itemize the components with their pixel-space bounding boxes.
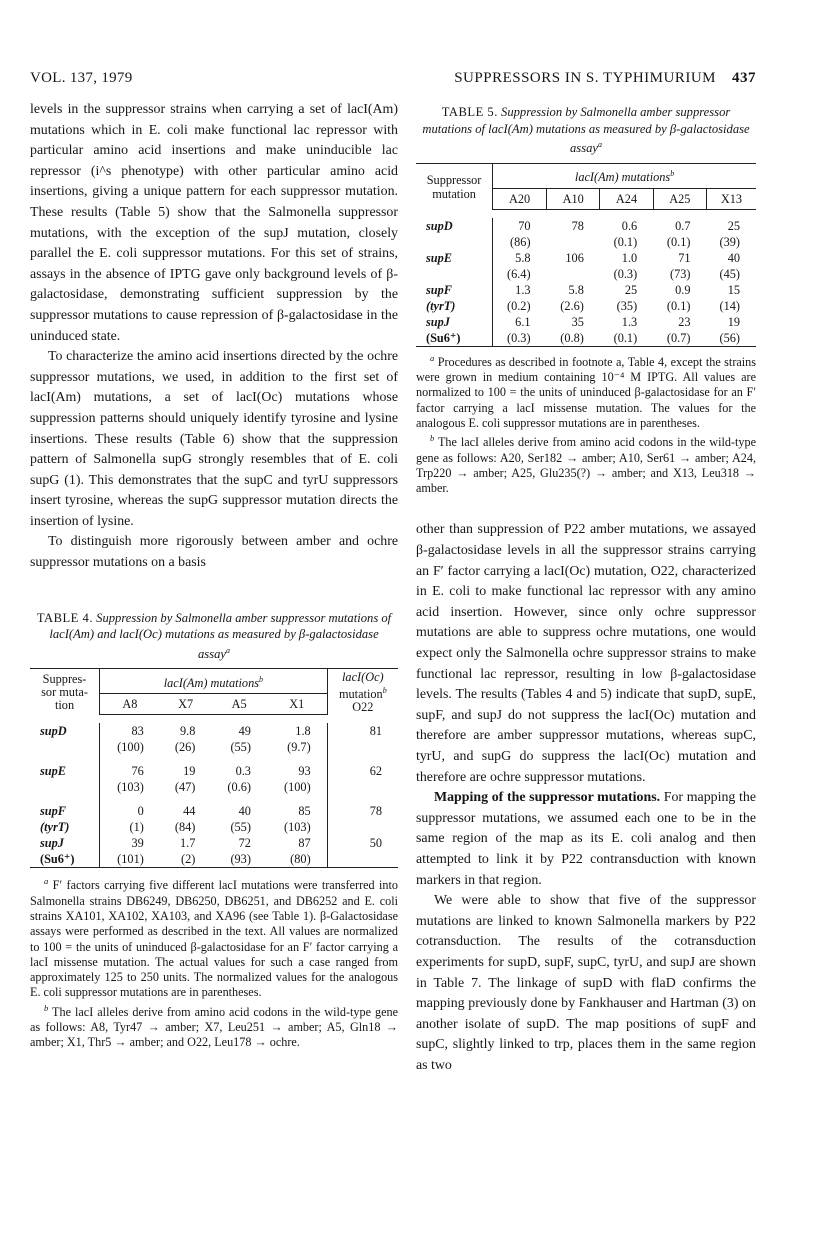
table-4-caption [32, 610, 396, 663]
table-cell: 1.0 [621, 250, 638, 265]
table-cell: (14) [719, 298, 740, 313]
table-5-row-label: supF [416, 282, 493, 298]
right-paragraph-2-text: For mapping the suppressor mutations, we assumed each one to be in the same region of the map as its E. coli analog and then attempted to link it by P22 contransduction with known markers in that region. [416, 790, 756, 888]
table-cell: (2) [160, 851, 212, 868]
table-cell: (9.7) [287, 740, 311, 755]
table-5 [416, 100, 756, 496]
table-4-stub-head-line: sor muta- [41, 684, 88, 699]
table-cell: 87 [298, 836, 311, 851]
footnote-mark: a [44, 876, 49, 887]
table-cell: (103) [117, 780, 144, 795]
table-cell: 78 [327, 803, 398, 819]
table-cell: 62 [327, 763, 398, 779]
table-cell: 25 [624, 282, 638, 297]
right-paragraph-2 [416, 788, 756, 891]
table-row [30, 803, 398, 819]
table-4-row-label: supE [30, 763, 100, 779]
table-cell: (101) [100, 851, 160, 868]
table-5-row-label-2 [416, 266, 493, 282]
table-cell: 1.8 [295, 724, 311, 739]
left-paragraph-3: To distinguish more rigorously between amber and ochre suppressor mutations on a basis [30, 534, 398, 571]
table-4-col-head: A5 [211, 694, 267, 715]
table-cell: (73) [669, 266, 691, 281]
table-4-row-label-2: (Su6⁺) [30, 851, 100, 868]
table-5-row-label-2: (tyrT) [416, 298, 493, 314]
running-title-text: SUPPRESSORS IN S. TYPHIMURIUM [454, 70, 716, 86]
table-4-group-head [100, 669, 328, 694]
table-4-stub-head-line: Suppres- [42, 671, 87, 686]
table-5-col-head: A20 [493, 188, 547, 209]
table-cell: 0.7 [675, 218, 691, 233]
table-row [30, 779, 398, 795]
table-cell: 6.1 [515, 314, 531, 329]
table-row [416, 298, 756, 314]
table-5-row-label: supD [416, 218, 493, 234]
table-cell: 40 [727, 250, 740, 265]
section-title: Mapping of the suppressor mutations. [434, 790, 661, 806]
left-paragraph-2: To characterize the amino acid insertions directed by the ochre suppressor mutations, we used, in addition to the first set of lacI(Am) mutations, a set of lacI(Oc) mutations whose suppression patterns should uniquely identify tyrosine and lysine insertions. These results (Table 6) show that the suppression pattern of Salmonella supG strongly resembles that of E. coli supG (1). This demonstrates that the supC and tyrU suppressors insert tyrosine, whereas the supG suppressor mutation directs the insertion of lysine. [30, 349, 398, 529]
table-4-grid [30, 668, 398, 868]
table-cell: (0.1) [600, 330, 653, 347]
table-5-caption [418, 104, 754, 157]
table-5-col-head: A24 [600, 188, 653, 209]
table-cell: (45) [719, 266, 740, 281]
table-4-col-head: A8 [100, 694, 160, 715]
running-title [454, 70, 756, 87]
table-cell: 49 [238, 724, 251, 739]
table-5-row-label-2: (Su6⁺) [416, 330, 493, 347]
table-5-number: TABLE 5. [441, 105, 498, 119]
table-cell: 19 [183, 764, 196, 779]
table-cell: (100) [284, 780, 311, 795]
table-4-caption-text: Suppression by Salmonella amber suppressor mutations of lacI(Am) and lacI(Oc) mutations as measured by β-galactosidase assay [49, 610, 392, 661]
table-row [30, 723, 398, 739]
table-cell: 71 [678, 250, 691, 265]
page-number: 437 [732, 70, 756, 86]
table-4-col-head: X7 [160, 694, 212, 715]
table-cell: 78 [571, 218, 584, 233]
table-cell: (0.1) [613, 234, 638, 249]
table-5-group-mark: b [670, 169, 675, 179]
table-4 [30, 610, 398, 1051]
table-4-footnote-b [30, 1001, 398, 1051]
footnote-mark: a [430, 352, 435, 363]
right-paragraph-3: We were able to show that five of the suppressor mutations are linked to known Salmonella markers by P22 cotransduction. The results of the cotransduction experiments for supD, supF, supC, tyrU, and supJ are shown in Table 7. The linkage of supD with flaD confirms the mapping previously done by Fankhauser and Hartman (3) on another isolate of supD. The map positions of supF and supC, slightly linked to trp, places them in the same region as two [416, 893, 756, 1073]
table-cell: (0.1) [666, 234, 691, 249]
table-row [416, 282, 756, 298]
table-4-oc-head-line: mutation [338, 686, 383, 701]
table-4-group-head-text: lacI(Am) mutations [163, 675, 260, 690]
table-row [30, 835, 398, 851]
table-cell: (6.4) [506, 266, 531, 281]
table-cell: 23 [678, 314, 691, 329]
table-5-col-head: A25 [653, 188, 706, 209]
running-header [30, 70, 756, 92]
table-cell: 0.3 [235, 764, 251, 779]
table-cell: 76 [131, 764, 144, 779]
table-cell: 0.6 [621, 218, 638, 233]
table-row [30, 763, 398, 779]
table-4-row-label-2: (tyrT) [30, 819, 100, 835]
table-cell: 25 [727, 218, 740, 233]
table-4-row-label: supD [30, 723, 100, 739]
table-cell: (0.3) [493, 330, 547, 347]
table-cell: (26) [174, 740, 196, 755]
table-cell: 72 [238, 836, 251, 851]
table-cell: 50 [327, 835, 398, 851]
table-4-row-label: supF [30, 803, 100, 819]
table-4-stub-head [30, 669, 100, 716]
table-cell: 1.3 [515, 282, 531, 297]
table-cell: (0.1) [666, 298, 691, 313]
table-cell: 1.3 [621, 314, 638, 329]
table-4-oc-mark: b [382, 685, 387, 695]
table-cell: 44 [183, 804, 196, 819]
table-cell: (0.6) [227, 780, 251, 795]
table-4-group-mark: b [259, 674, 264, 684]
table-5-group-head-text: lacI(Am) mutations [574, 170, 671, 185]
table-cell: (0.8) [547, 330, 600, 347]
table-cell: (56) [706, 330, 756, 347]
right-paragraph-1: other than suppression of P22 amber mutations, we assayed β-galactosidase levels in all the suppressor strains carrying an F′ factor carrying a lacI(Oc) mutation, O22, characterized in E. coli to make functional lac repressor with any amino acid insertion. However, since only ochre suppressor mutations are able to suppress ochre mutations, one would expect only the Salmonella ochre suppressor strains to make functional lac repressor, resulting in low β-galactosidase levels. The results (Tables 4 and 5) indicate that supD, supE, supF, and supJ do not suppress the lacI(Oc) mutation and therefore are amber suppressor mutations, whereas supC, tyrU, and supG do suppress the lacI(Oc) mutation and therefore are ochre suppressor mutations. [416, 522, 756, 785]
table-5-footnote-b [416, 431, 756, 496]
table-5-stub-head [416, 163, 493, 210]
table-4-stub-head-line: tion [54, 697, 75, 712]
table-4-row-label: supJ [30, 835, 100, 851]
volume-label: VOL. 137, 1979 [30, 70, 133, 86]
table-cell: 39 [131, 836, 144, 851]
table-cell: 5.8 [515, 250, 531, 265]
table-cell: 1.7 [180, 836, 196, 851]
table-cell [547, 266, 600, 282]
table-cell: (0.2) [506, 298, 531, 313]
table-cell: 93 [298, 764, 311, 779]
table-5-row-label: supJ [416, 314, 493, 330]
table-cell: (1) [129, 820, 144, 835]
table-4-oc-head-line: lacI(Oc) [342, 669, 384, 684]
table-cell: 0.9 [675, 282, 691, 297]
table-cell: (47) [174, 780, 196, 795]
table-cell: 40 [238, 804, 251, 819]
table-row [30, 739, 398, 755]
table-cell: 81 [327, 723, 398, 739]
table-cell: (103) [284, 820, 311, 835]
table-cell: (55) [230, 820, 251, 835]
table-5-caption-text: Suppression by Salmonella amber suppressor mutations of lacI(Am) mutations as measured by β-galactosidase assay [422, 105, 750, 156]
footnote-mark: b [430, 433, 435, 444]
table-4-row-label-2 [30, 779, 100, 795]
table-cell: 70 [518, 218, 531, 233]
table-5-stub-head-line: Suppressor [426, 172, 482, 187]
table-cell: 15 [727, 282, 740, 297]
table-5-caption-mark: a [598, 140, 602, 149]
table-cell: (86) [510, 234, 531, 249]
table-4-oc-head [327, 669, 398, 716]
table-5-stub-head-line: mutation [432, 186, 476, 201]
table-4-number: TABLE 4. [36, 610, 93, 625]
table-row [416, 218, 756, 234]
table-cell: 83 [131, 724, 144, 739]
table-5-col-head: X13 [706, 188, 756, 209]
table-row [416, 266, 756, 282]
table-cell: (84) [174, 820, 196, 835]
table-cell: 35 [571, 314, 584, 329]
table-5-row-label-2 [416, 234, 493, 250]
table-4-footnote-a [30, 874, 398, 1000]
left-paragraph-1: levels in the suppressor strains when carrying a set of lacI(Am) mutations which in E. coli make functional lac repressor with particular amino acid insertions and make uninducible lac repressor (i^s phenotype) with other particular amino acid insertions, giving a unique pattern for each suppressor mutation. These results (Table 5) show that the Salmonella suppressor mutations, with the exception of the supJ mutation, closely parallel the E. coli suppressor mutations. For this set of strains, assays in the absence of IPTG gave only background levels of β-galactosidase, demonstrating sufficient suppression by the suppressor mutations to cause repression of β-galactosidase in the uninduced state. [30, 102, 398, 344]
table-4-col-head: X1 [267, 694, 327, 715]
table-5-grid [416, 163, 756, 347]
table-5-footnote-a [416, 351, 756, 432]
table-row [30, 851, 398, 868]
table-cell: (93) [211, 851, 267, 868]
table-cell: 19 [727, 314, 740, 329]
table-cell: (0.3) [613, 266, 638, 281]
table-4-caption-mark: a [226, 645, 230, 655]
table-4-footnote-a-text: F′ factors carrying five different lacI mutations were transferred into Salmonella strains DB6249, DB6250, DB6251, and DB6252 and E. coli strains XA101, XA102, XA103, and XA96 (see Table 1). β-Galactosidase assays were performed as described in the text. All values are normalized to 100 = the units of uninduced β-galactosidase for an F′ factor carrying a lacI missense mutation. The actual values for such a case ranged from approximately 125 to 250 units. The normalized values for the analogous E. coli suppressor mutations are in parentheses. [30, 878, 399, 1000]
table-5-group-head [493, 163, 756, 188]
table-cell: (0.7) [653, 330, 706, 347]
table-cell [547, 234, 600, 250]
table-row [416, 250, 756, 266]
table-4-footnote-b-text: The lacI alleles derive from amino acid codons in the wild-type gene as follows: A8, Tyr47 → amber; X7, Leu251 → amber; A5, Gln18 → amber; X1, Thr5 → amber; and O22, Leu178 → ochre. [30, 1004, 399, 1050]
table-cell: (55) [230, 740, 251, 755]
table-row [416, 314, 756, 330]
footnote-mark: b [44, 1002, 49, 1013]
table-5-footnote-a-text: Procedures as described in footnote a, Table 4, except the strains were grown in medium containing 10⁻⁴ M IPTG. All values are normalized to 100 = the units of uninduced β-galactosidase for an F′ factor carrying a lacI missense mutation. The values for the analogous E. coli suppressor mutations are in parentheses. [416, 354, 757, 430]
table-cell: 9.8 [180, 724, 196, 739]
table-cell: 85 [298, 804, 311, 819]
table-cell: (80) [267, 851, 327, 868]
table-cell: 106 [565, 250, 584, 265]
table-5-col-head: A10 [547, 188, 600, 209]
table-4-row-label-2 [30, 739, 100, 755]
table-cell: (2.6) [560, 298, 584, 313]
table-cell: (39) [719, 234, 740, 249]
table-5-row-label: supE [416, 250, 493, 266]
right-column [398, 100, 756, 1077]
table-row [416, 330, 756, 347]
table-row [30, 819, 398, 835]
table-cell: 5.8 [568, 282, 584, 297]
table-row [416, 234, 756, 250]
table-4-oc-head-line: O22 [352, 699, 374, 714]
table-cell: (35) [616, 298, 638, 313]
table-cell: (100) [117, 740, 144, 755]
table-cell: 0 [137, 804, 144, 819]
table-5-footnote-b-text: The lacI alleles derive from amino acid codons in the wild-type gene as follows: A20, Ser182 → amber; A10, Ser61 → amber; A24, Trp220 → amber; A25, Glu235(?) → amber; and X13, Leu318 → amber. [416, 435, 756, 496]
left-column [30, 100, 398, 1051]
